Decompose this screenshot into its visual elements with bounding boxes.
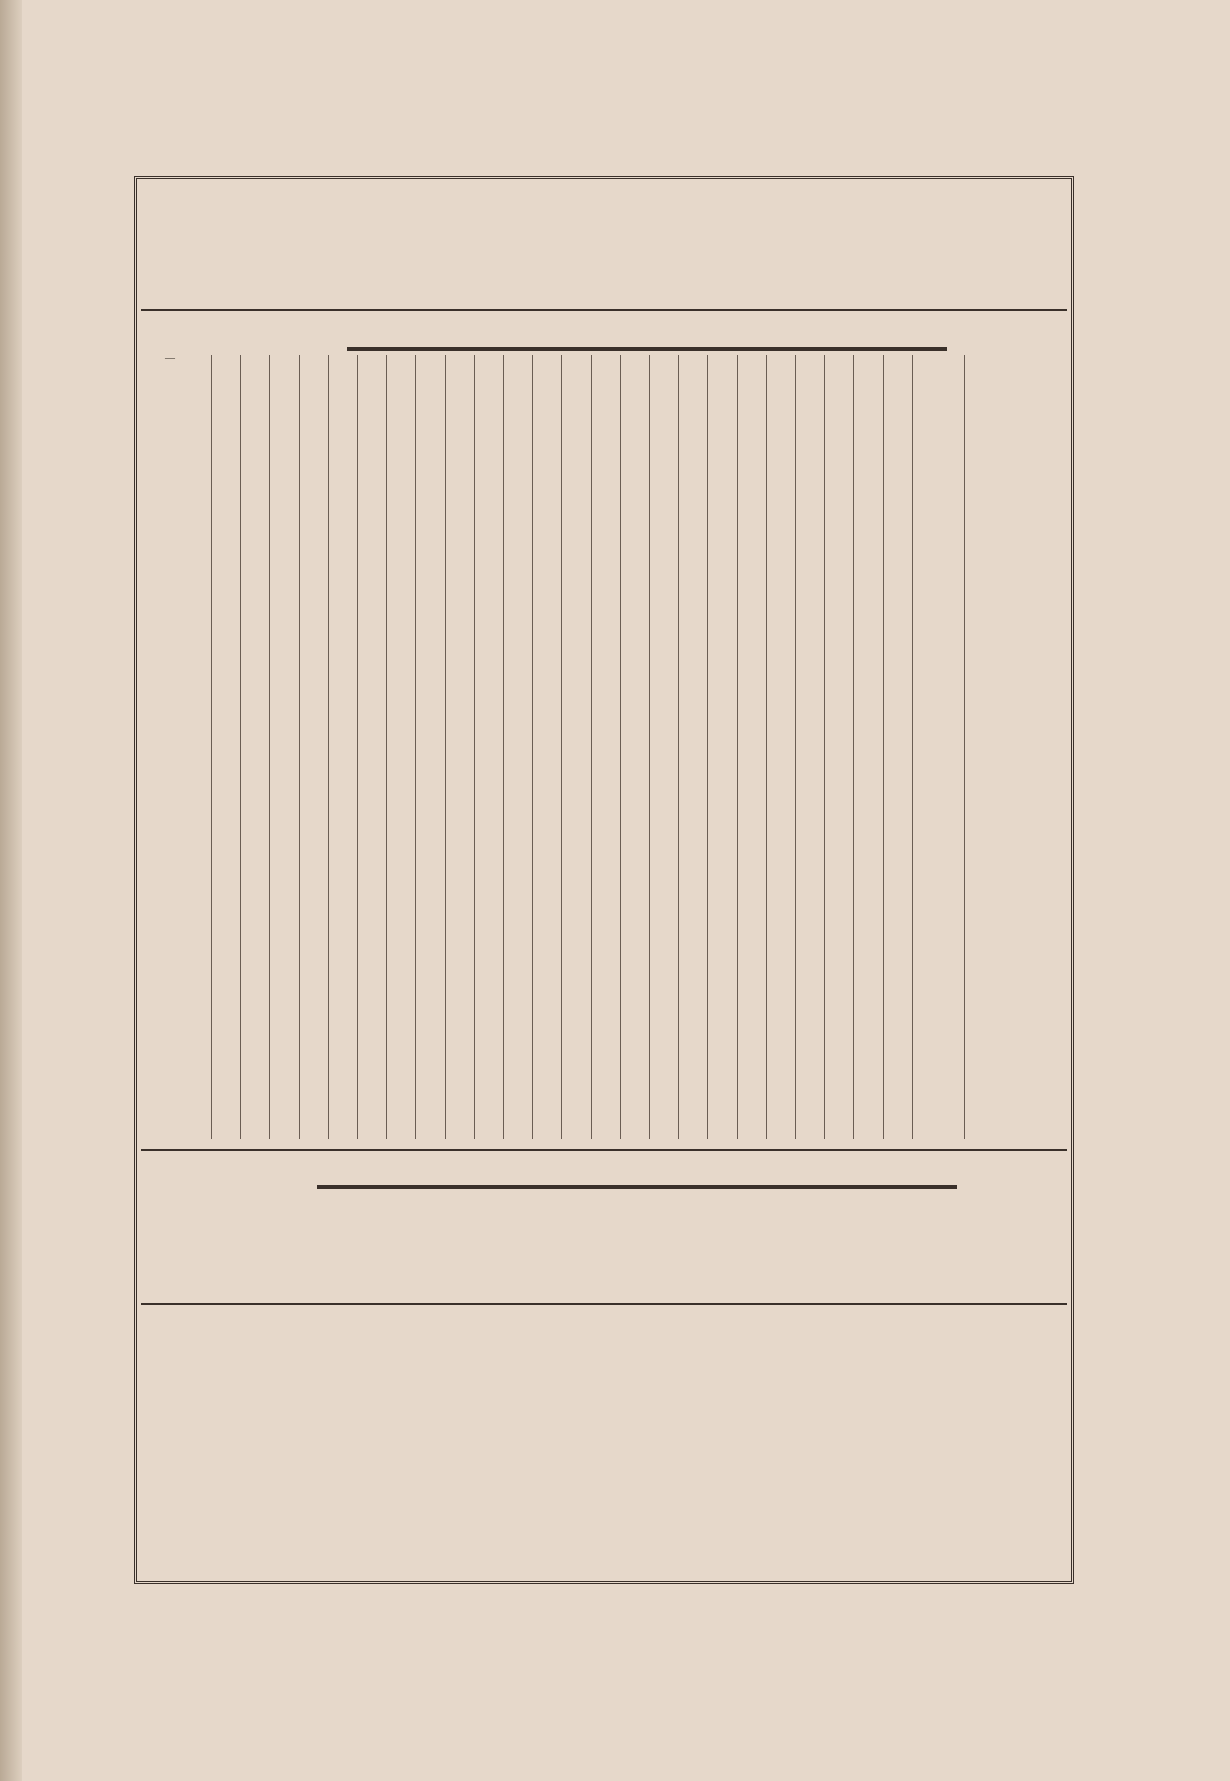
grid-column-line bbox=[964, 355, 965, 1139]
title-rule bbox=[141, 309, 1067, 311]
grid-column-line bbox=[766, 355, 767, 1139]
grid-column-line bbox=[532, 355, 533, 1139]
grid-column-line bbox=[649, 355, 650, 1139]
summary-rule-top bbox=[141, 1303, 1067, 1305]
grid-column-line bbox=[240, 355, 241, 1139]
grid-column-line bbox=[299, 355, 300, 1139]
band-rule bbox=[347, 347, 947, 351]
grid-column-line bbox=[445, 355, 446, 1139]
grid-column-line bbox=[474, 355, 475, 1139]
grid-column-line bbox=[386, 355, 387, 1139]
grid-column-line bbox=[211, 355, 212, 1139]
grid-column-line bbox=[912, 355, 913, 1139]
grid-column-line bbox=[737, 355, 738, 1139]
grid-column-line bbox=[503, 355, 504, 1139]
grid-column-line bbox=[853, 355, 854, 1139]
grid-column-line bbox=[824, 355, 825, 1139]
grid-column-line bbox=[415, 355, 416, 1139]
grid-column-line bbox=[591, 355, 592, 1139]
grid-column-line bbox=[707, 355, 708, 1139]
grid-column-line bbox=[620, 355, 621, 1139]
medias-band-rule bbox=[317, 1185, 957, 1189]
wind-table-frame: — bbox=[134, 176, 1074, 1584]
grid-column-line bbox=[561, 355, 562, 1139]
medias-rule-top bbox=[141, 1149, 1067, 1151]
grid-column-line bbox=[357, 355, 358, 1139]
grid-column-line bbox=[269, 355, 270, 1139]
page-edge bbox=[0, 0, 22, 1781]
grid-column-line bbox=[678, 355, 679, 1139]
grid-column-line bbox=[795, 355, 796, 1139]
grid-column-line bbox=[883, 355, 884, 1139]
grid-column-line bbox=[328, 355, 329, 1139]
